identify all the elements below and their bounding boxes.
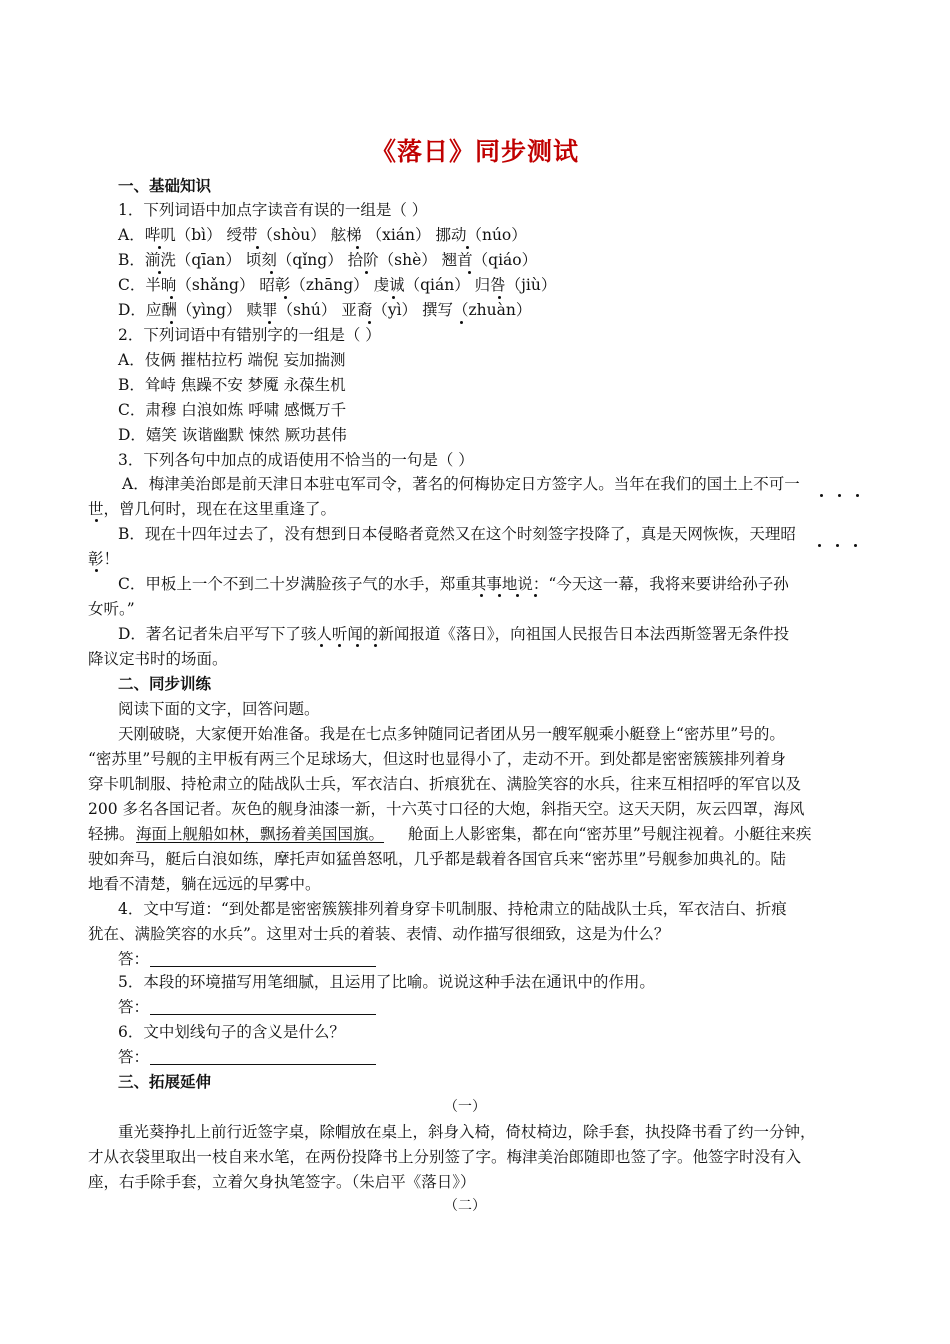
emphasis-dot: [856, 494, 859, 497]
emphasis-dot: [534, 594, 537, 597]
question-2-option-b: B．耸峙 焦躁不安 梦魇 永葆生机: [118, 376, 346, 394]
question-2-option-d: D．嬉笑 诙谐幽默 悚然 厥功甚伟: [118, 426, 347, 444]
emphasis-dot: [95, 569, 98, 572]
answer-blank-q5[interactable]: [150, 1014, 376, 1015]
emphasis-dot: [95, 519, 98, 522]
question-1-option-c: C．半晌（shǎng） 昭彰（zhāng） 虔诚（qián） 归咎（jiù）: [118, 276, 557, 294]
emphasis-dot: [365, 271, 368, 274]
extension-passage-line: 重光葵挣扎上前行近签字桌，除帽放在桌上，斜身入椅，倚杖椅边，除手套，执投降书看了约一分钟，: [118, 1123, 816, 1141]
question-3-option-c-line2: 女听。”: [88, 600, 135, 618]
answer-blank-q4[interactable]: [150, 966, 376, 967]
emphasis-dot: [170, 321, 173, 324]
emphasis-dot: [374, 644, 377, 647]
question-3-option-b-line2: 彰！: [88, 550, 120, 568]
section-heading-extension: 三、拓展延伸: [118, 1073, 212, 1091]
passage-line: “密苏里”号舰的主甲板有两三个足球场大，但这时也显得小了，走动不开。到处都是密密簇簇排列着身: [88, 750, 786, 768]
passage-line: 地看不清楚，躺在远远的早雾中。: [88, 875, 321, 893]
question-2-stem: 2．下列词语中有错别字的一组是（ ）: [118, 326, 381, 344]
emphasis-dot: [466, 246, 469, 249]
passage-part-label: （一）: [444, 1099, 486, 1115]
emphasis-dot: [854, 544, 857, 547]
answer-label: 答：: [118, 950, 150, 968]
emphasis-dot: [368, 321, 371, 324]
question-3-option-d-line1: D．著名记者朱启平写下了骇人听闻的新闻报道《落日》，向祖国人民报告日本法西斯签署无条件投: [118, 625, 790, 643]
reading-instruction: 阅读下面的文字，回答问题。: [118, 700, 320, 718]
passage-line: 驶如奔马，艇后白浪如练，摩托声如猛兽怒吼，几乎都是载着各国官兵来“密苏里”号舰参加典礼的。陆: [88, 850, 786, 868]
question-5: 5．本段的环境描写用笔细腻，且运用了比喻。说说这种手法在通讯中的作用。: [118, 973, 655, 991]
extension-passage-line: 座，右手除手套，立着欠身执笔签字。（朱启平《落日》）: [88, 1173, 476, 1191]
underlined-sentence: 海面上舰船如林，飘扬着美国国旗。: [136, 825, 385, 843]
emphasis-dot: [356, 246, 359, 249]
page-title: 《落日》同步测试: [370, 137, 579, 166]
emphasis-dot: [460, 321, 463, 324]
question-1-option-a: A．哔叽（bì） 绶带（shòu） 舷梯 （xián） 挪动（núo）: [118, 226, 527, 244]
passage-line: 穿卡叽制服、持枪肃立的陆战队士兵，军衣洁白、折痕犹在、满脸笑容的水兵，往来互相招呼的军官以及: [88, 775, 802, 793]
question-4-line2: 犹在、满脸笑容的水兵”。这里对士兵的着装、表情、动作描写很细致，这是为什么？: [88, 925, 670, 943]
passage-line: 200 多名各国记者。灰色的舰身油漆一新，十六英寸口径的大炮，斜指天空。这天天阴，灰云四罩，海风: [88, 800, 805, 818]
emphasis-dot: [836, 544, 839, 547]
emphasis-dot: [818, 544, 821, 547]
emphasis-dot: [820, 494, 823, 497]
question-3-option-c-line1: C．甲板上一个不到二十岁满脸孩子气的水手，郑重其事地说：“今天这一幕，我将来要讲给孙子孙: [118, 575, 789, 593]
question-6: 6．文中划线句子的含义是什么？: [118, 1023, 345, 1041]
extension-passage-line: 才从衣袋里取出一枝自来水笔，在两份投降书上分别签了字。梅津美治郎随即也签了字。他签字时没有入: [88, 1148, 802, 1166]
question-3-option-a-line2: 世，曾几何时，现在在这里重逢了。: [88, 500, 337, 518]
passage-line: 轻拂。: [88, 825, 135, 843]
answer-blank-q6[interactable]: [150, 1064, 376, 1065]
emphasis-dot: [158, 271, 161, 274]
section-heading-basic: 一、基础知识: [118, 177, 212, 195]
emphasis-dot: [498, 296, 501, 299]
question-1-option-d: D．应酬（yìng） 赎罪（shú） 亚裔（yì） 撰写（zhuàn）: [118, 301, 532, 319]
question-2-option-c: C．肃穆 白浪如炼 呼啸 感慨万千: [118, 401, 347, 419]
passage-line: 天刚破晓，大家便开始准备。我是在七点多钟随同记者团从另一艘军舰乘小艇登上“密苏里”号的。: [118, 725, 785, 743]
answer-label: 答：: [118, 1048, 150, 1066]
emphasis-dot: [356, 644, 359, 647]
question-3-option-d-line2: 降议定书时的场面。: [88, 650, 228, 668]
question-4-line1: 4．文中写道：“到处都是密密簇簇排列着身穿卡叽制服、持枪肃立的陆战队士兵，军衣洁白、折痕: [118, 900, 787, 918]
emphasis-dot: [480, 594, 483, 597]
emphasis-dot: [838, 494, 841, 497]
question-1-option-b: B．湔洗（qīan） 顷刻（qǐng） 拾阶（shè） 翘首（qiáo）: [118, 251, 538, 269]
emphasis-dot: [498, 594, 501, 597]
question-1-stem: 1．下列词语中加点字读音有误的一组是（ ）: [118, 201, 428, 219]
emphasis-dot: [256, 246, 259, 249]
passage-line: 舱面上人影密集，都在向“密苏里”号舰注视着。小艇往来疾: [408, 825, 812, 843]
emphasis-dot: [158, 246, 161, 249]
passage-part-label: （二）: [444, 1198, 486, 1214]
question-3-option-a-line1: A．梅津美治郎是前天津日本驻屯军司令，著名的何梅协定日方签字人。当年在我们的国土上不可一: [122, 475, 800, 493]
emphasis-dot: [284, 296, 287, 299]
question-2-option-a: A．伎俩 摧枯拉朽 端倪 妄加揣测: [118, 351, 346, 369]
emphasis-dot: [268, 321, 271, 324]
question-3-option-b-line1: B．现在十四年过去了，没有想到日本侵略者竟然又在这个时刻签字投降了，真是天网恢恢，天理昭: [118, 525, 796, 543]
emphasis-dot: [170, 296, 173, 299]
emphasis-dot: [468, 271, 471, 274]
emphasis-dot: [338, 644, 341, 647]
emphasis-dot: [320, 644, 323, 647]
emphasis-dot: [516, 594, 519, 597]
emphasis-dot: [392, 296, 395, 299]
question-3-stem: 3．下列各句中加点的成语使用不恰当的一句是（ ）: [118, 451, 474, 469]
emphasis-dot: [270, 271, 273, 274]
answer-label: 答：: [118, 998, 150, 1016]
section-heading-practice: 二、同步训练: [118, 675, 212, 693]
